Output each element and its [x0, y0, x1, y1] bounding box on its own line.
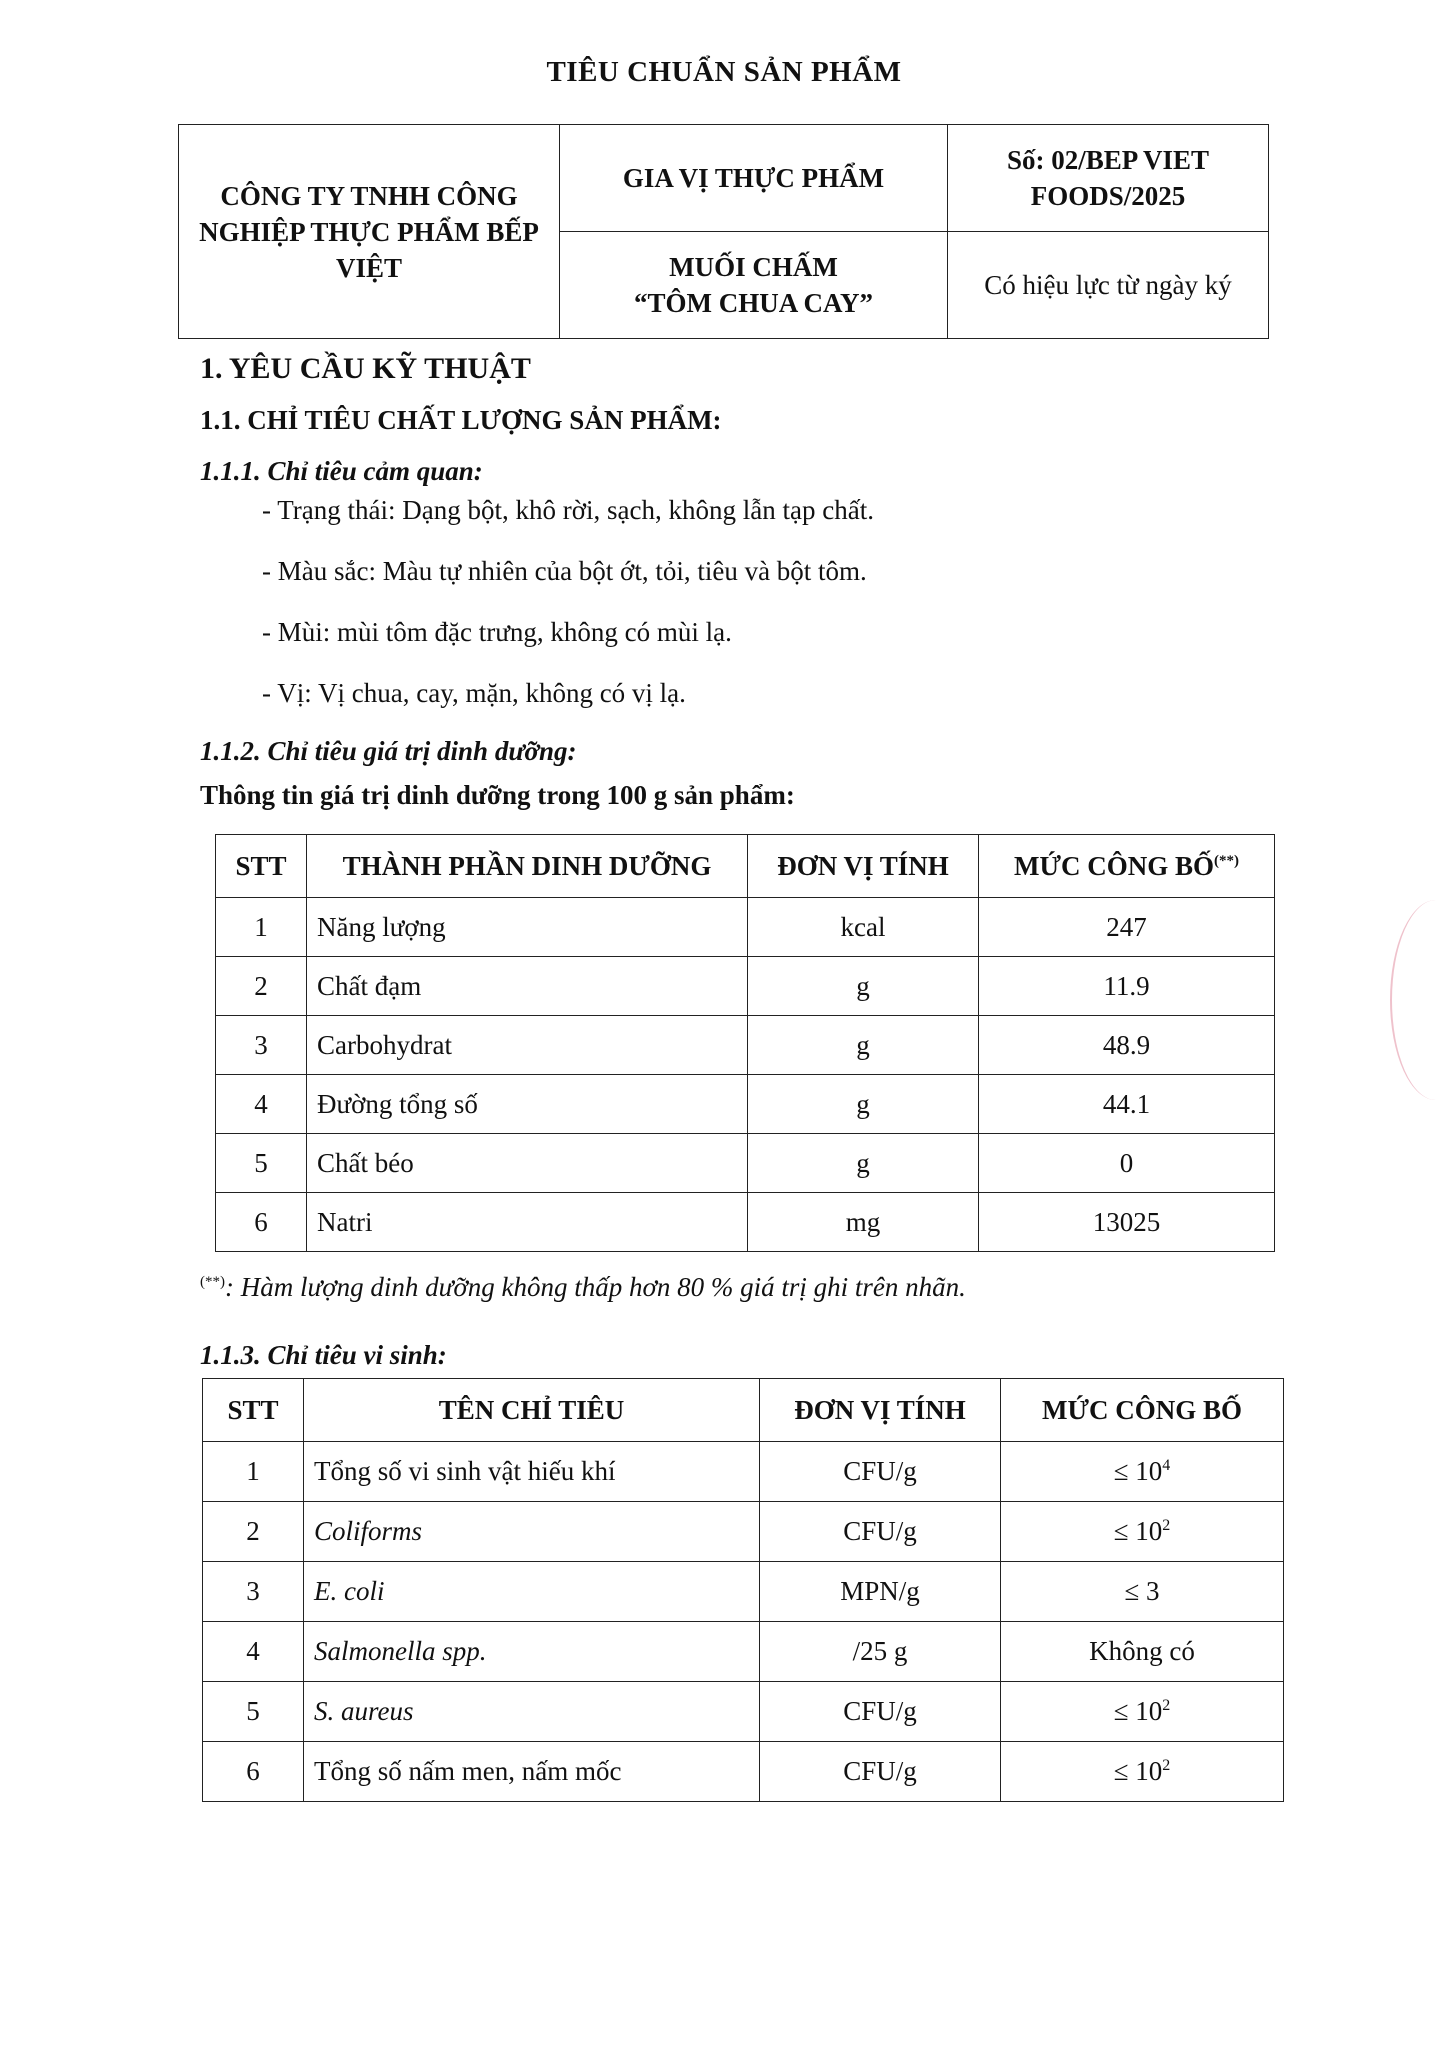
list-item: - Trạng thái: Dạng bột, khô rời, sạch, không lẫn tạp chất.: [262, 490, 874, 551]
cell-value: 13025: [979, 1193, 1275, 1252]
table-row: [216, 1075, 1275, 1134]
cell-unit: g: [748, 1075, 979, 1134]
table-header-row: [203, 1379, 1284, 1442]
col-header-stt: STT: [216, 835, 307, 898]
cell-value: 247: [979, 898, 1275, 957]
col-header-criterion: TÊN CHỈ TIÊU: [304, 1379, 760, 1442]
partial-stamp: [1390, 900, 1448, 1100]
cell-name: S. aureus: [304, 1682, 760, 1742]
cell-unit: g: [748, 1016, 979, 1075]
table-row: [216, 898, 1275, 957]
document-header-table: [178, 124, 1269, 339]
value-base: Không có: [1089, 1636, 1195, 1666]
cell-unit: CFU/g: [760, 1442, 1001, 1502]
nutrition-footnote: [200, 1272, 966, 1303]
cell-value: 11.9: [979, 957, 1275, 1016]
cell-name: Chất đạm: [307, 957, 748, 1016]
value-base: ≤ 10: [1113, 1756, 1163, 1786]
cell-value: [1001, 1442, 1284, 1502]
footnote-mark: (**): [200, 1274, 225, 1290]
company-name: CÔNG TY TNHH CÔNG NGHIỆP THỰC PHẨM BẾP VIỆT: [179, 125, 560, 339]
cell-value: 44.1: [979, 1075, 1275, 1134]
col-header-stt: STT: [203, 1379, 304, 1442]
col-header-unit: ĐƠN VỊ TÍNH: [748, 835, 979, 898]
cell-unit: g: [748, 957, 979, 1016]
cell-unit: kcal: [748, 898, 979, 957]
cell-value: [1001, 1742, 1284, 1802]
col-header-component: THÀNH PHẦN DINH DƯỠNG: [307, 835, 748, 898]
table-row: [203, 1622, 1284, 1682]
value-base: ≤ 10: [1113, 1516, 1163, 1546]
cell-value: [1001, 1682, 1284, 1742]
table-row: [203, 1742, 1284, 1802]
list-item: - Màu sắc: Màu tự nhiên của bột ớt, tỏi, tiêu và bột tôm.: [262, 551, 874, 612]
table-row: [203, 1502, 1284, 1562]
cell-name: Carbohydrat: [307, 1016, 748, 1075]
table-row: [203, 1682, 1284, 1742]
cell-value: [1001, 1562, 1284, 1622]
section-1-1-3-heading: 1.1.3. Chỉ tiêu vi sinh:: [200, 1340, 447, 1370]
cell-unit: CFU/g: [760, 1502, 1001, 1562]
section-1-1-2-heading: 1.1.2. Chỉ tiêu giá trị dinh dưỡng:: [200, 736, 577, 766]
cell-stt: 5: [216, 1134, 307, 1193]
table-row: [216, 957, 1275, 1016]
sensory-list: [262, 490, 874, 734]
table-header-row: [216, 835, 1275, 898]
list-item: - Vị: Vị chua, cay, mặn, không có vị lạ.: [262, 673, 874, 734]
product-name: [560, 232, 948, 339]
cell-name: Salmonella spp.: [304, 1622, 760, 1682]
cell-name: Năng lượng: [307, 898, 748, 957]
cell-name: Coliforms: [304, 1502, 760, 1562]
nutrition-intro: Thông tin giá trị dinh dưỡng trong 100 g sản phẩm:: [200, 780, 795, 810]
table-row: [216, 1016, 1275, 1075]
footnote-text: : Hàm lượng dinh dưỡng không thấp hơn 80 % giá trị ghi trên nhãn.: [225, 1272, 966, 1302]
microbiology-table: [202, 1378, 1284, 1802]
col-header-declared: MỨC CÔNG BỐ: [1001, 1379, 1284, 1442]
cell-unit: MPN/g: [760, 1562, 1001, 1622]
cell-value: [1001, 1622, 1284, 1682]
cell-stt: 2: [216, 957, 307, 1016]
cell-stt: 5: [203, 1682, 304, 1742]
cell-value: [1001, 1502, 1284, 1562]
value-base: ≤ 3: [1124, 1576, 1160, 1606]
page-title: TIÊU CHUẨN SẢN PHẨM: [546, 56, 902, 88]
cell-stt: 3: [203, 1562, 304, 1622]
cell-unit: g: [748, 1134, 979, 1193]
section-1-heading: 1. YÊU CẦU KỸ THUẬT: [200, 352, 531, 385]
cell-stt: 6: [203, 1742, 304, 1802]
value-exponent: 2: [1162, 1757, 1171, 1774]
cell-unit: mg: [748, 1193, 979, 1252]
col-header-unit: ĐƠN VỊ TÍNH: [760, 1379, 1001, 1442]
footnote-mark: (**): [1213, 852, 1239, 869]
list-item: - Mùi: mùi tôm đặc trưng, không có mùi lạ.: [262, 612, 874, 673]
product-name-line2: “TÔM CHUA CAY”: [633, 288, 874, 318]
product-name-line1: MUỐI CHẤM: [669, 252, 838, 282]
cell-stt: 1: [216, 898, 307, 957]
product-category: GIA VỊ THỰC PHẨM: [560, 125, 948, 232]
col-header-declared: [979, 835, 1275, 898]
cell-unit: CFU/g: [760, 1682, 1001, 1742]
cell-name: Đường tổng số: [307, 1075, 748, 1134]
table-row: [216, 1134, 1275, 1193]
cell-stt: 3: [216, 1016, 307, 1075]
cell-name: Chất béo: [307, 1134, 748, 1193]
value-exponent: 2: [1162, 1517, 1171, 1534]
validity-date: Có hiệu lực từ ngày ký: [948, 232, 1269, 339]
table-row: [216, 1193, 1275, 1252]
cell-value: 48.9: [979, 1016, 1275, 1075]
table-row: [203, 1562, 1284, 1622]
cell-name: Tổng số vi sinh vật hiếu khí: [304, 1442, 760, 1502]
value-base: ≤ 10: [1113, 1456, 1163, 1486]
cell-name: Tổng số nấm men, nấm mốc: [304, 1742, 760, 1802]
value-exponent: 4: [1162, 1457, 1171, 1474]
nutrition-table: [215, 834, 1275, 1252]
cell-stt: 1: [203, 1442, 304, 1502]
value-base: ≤ 10: [1113, 1696, 1163, 1726]
cell-stt: 4: [203, 1622, 304, 1682]
cell-stt: 2: [203, 1502, 304, 1562]
cell-unit: /25 g: [760, 1622, 1001, 1682]
document-number: Số: 02/BEP VIET FOODS/2025: [948, 125, 1269, 232]
cell-name: E. coli: [304, 1562, 760, 1622]
section-1-1-1-heading: 1.1.1. Chỉ tiêu cảm quan:: [200, 456, 483, 486]
cell-unit: CFU/g: [760, 1742, 1001, 1802]
section-1-1-heading: 1.1. CHỈ TIÊU CHẤT LƯỢNG SẢN PHẨM:: [200, 405, 722, 435]
table-row: [203, 1442, 1284, 1502]
cell-value: 0: [979, 1134, 1275, 1193]
value-exponent: 2: [1162, 1697, 1171, 1714]
cell-stt: 4: [216, 1075, 307, 1134]
cell-name: Natri: [307, 1193, 748, 1252]
cell-stt: 6: [216, 1193, 307, 1252]
col-header-declared-label: MỨC CÔNG BỐ: [1014, 850, 1214, 881]
